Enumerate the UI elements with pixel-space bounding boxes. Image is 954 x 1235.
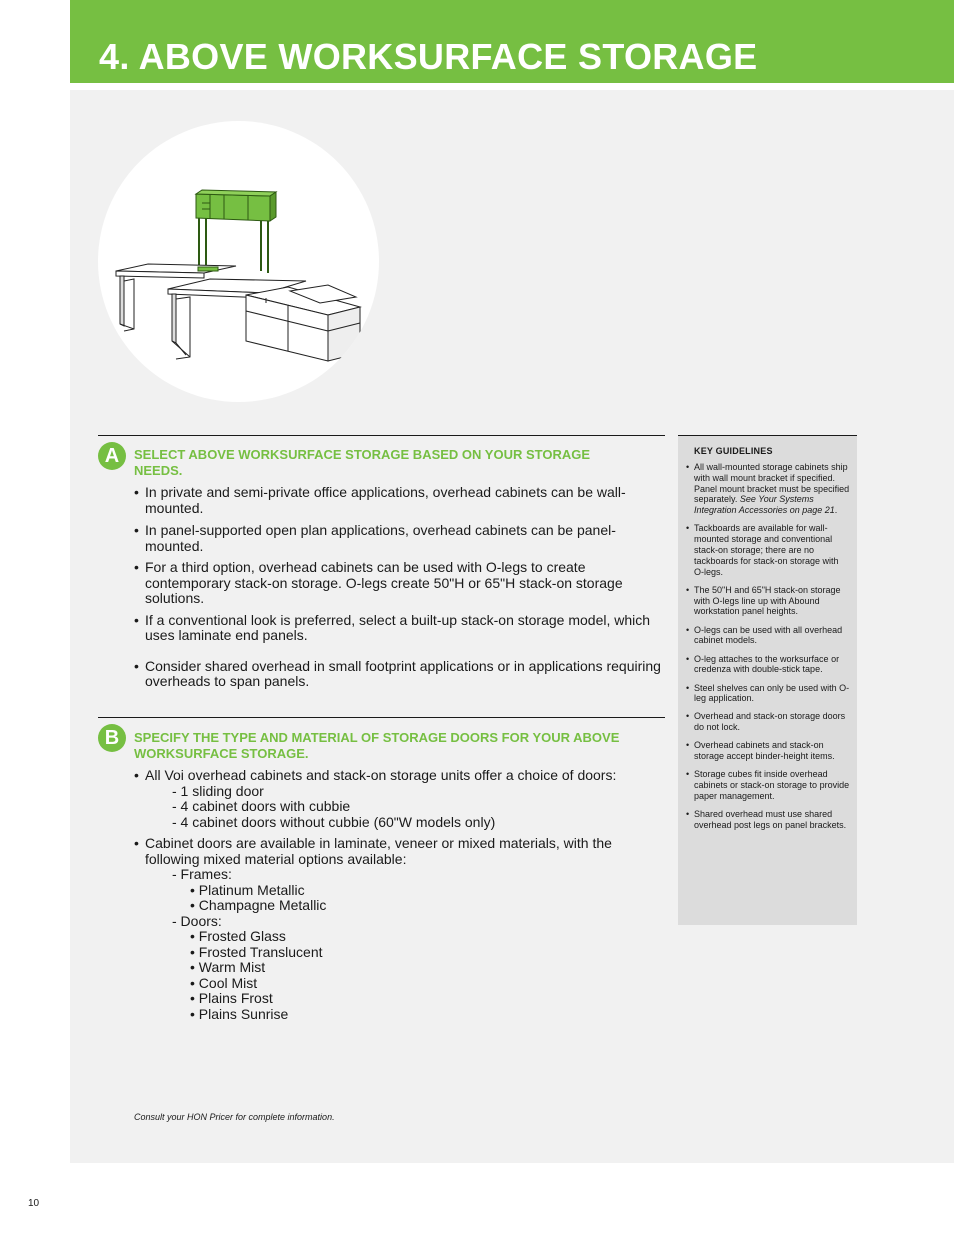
list-item: • Consider shared overhead in small footprint applications or in applications requiring overheads to span panels. bbox=[134, 659, 665, 690]
header-bar bbox=[70, 0, 954, 83]
doors-label: - Doors: bbox=[172, 912, 222, 929]
guideline-item: • O-leg attaches to the worksurface or credenza with double-stick tape. bbox=[686, 654, 851, 676]
door-option: - 4 cabinet doors without cubbie (60"W models only) bbox=[172, 813, 496, 830]
door-material: • Frosted Translucent bbox=[134, 945, 665, 961]
guideline-text-end: . bbox=[834, 505, 838, 516]
list-item: • Cabinet doors are available in laminate, veneer or mixed materials, with the following mixed material options available: bbox=[134, 836, 665, 867]
list-item: • In private and semi-private office applications, overhead cabinets can be wall-mounted. bbox=[134, 485, 665, 516]
guideline-text: All wall-mounted storage cabinets ship with wall mount bracket if specified. Panel mount bracket must be specified separately. bbox=[694, 462, 850, 505]
desk-storage-illustration-icon bbox=[98, 121, 379, 402]
content-panel bbox=[70, 90, 954, 1163]
door-option: - 4 cabinet doors with cubbie bbox=[172, 798, 351, 814]
list-item: • In panel-supported open plan applications, overhead cabinets can be panel-mounted. bbox=[134, 523, 665, 554]
section-a bbox=[98, 435, 665, 705]
guideline-item: • O-legs can be used with all overhead cabinet models. bbox=[686, 625, 851, 647]
section-b bbox=[98, 717, 665, 1047]
section-a-divider bbox=[98, 435, 665, 436]
guideline-item bbox=[686, 462, 851, 516]
section-a-bullets bbox=[134, 485, 665, 690]
door-material: • Plains Sunrise bbox=[134, 1007, 665, 1023]
door-material: • Warm Mist bbox=[134, 960, 665, 976]
list-item: • For a third option, overhead cabinets can be used with O-legs to create contemporary stack-on storage. O-legs create 50"H or 65"H stack-on storage solutions. bbox=[134, 560, 665, 607]
guideline-item: • Overhead cabinets and stack-on storage accept binder-height items. bbox=[686, 740, 851, 762]
guideline-item: • The 50"H and 65"H stack-on storage with O-legs line up with Abound workstation panel heights. bbox=[686, 585, 851, 617]
list-item: • If a conventional look is preferred, select a built-up stack-on storage model, which uses laminate end panels. bbox=[134, 613, 665, 644]
footnote: Consult your HON Pricer for complete information. bbox=[134, 1112, 335, 1122]
page-title: 4. ABOVE WORKSURFACE STORAGE bbox=[99, 36, 758, 77]
section-a-badge: A bbox=[98, 442, 126, 470]
section-a-heading: SELECT ABOVE WORKSURFACE STORAGE BASED ON YOUR STORAGE NEEDS. bbox=[134, 447, 591, 478]
guideline-item: • Storage cubes fit inside overhead cabinets or stack-on storage to provide paper management. bbox=[686, 769, 851, 801]
frame-option: • Champagne Metallic bbox=[134, 898, 665, 914]
door-material: • Frosted Glass bbox=[134, 929, 665, 945]
guidelines-list bbox=[686, 462, 851, 838]
door-option: - 1 sliding door bbox=[172, 782, 264, 799]
guidelines-title: KEY GUIDELINES bbox=[694, 446, 773, 456]
door-material: • Plains Frost bbox=[134, 991, 665, 1007]
list-item: • All Voi overhead cabinets and stack-on storage units offer a choice of doors: bbox=[134, 768, 665, 784]
door-material: • Cool Mist bbox=[134, 976, 665, 992]
guideline-item: • Steel shelves can only be used with O-leg application. bbox=[686, 683, 851, 705]
guideline-item: • Tackboards are available for wall-mounted storage and conventional stack-on storage; there are no tackboards for stack-on storage with O-legs. bbox=[686, 523, 851, 577]
section-b-divider bbox=[98, 717, 665, 718]
section-b-heading: SPECIFY THE TYPE AND MATERIAL OF STORAGE DOORS FOR YOUR ABOVE WORKSURFACE STORAGE. bbox=[134, 730, 620, 761]
key-guidelines-box bbox=[678, 435, 857, 925]
section-b-bullets bbox=[134, 768, 665, 1022]
frames-label: - Frames: bbox=[172, 866, 232, 882]
frame-option: • Platinum Metallic bbox=[134, 883, 665, 899]
section-b-badge: B bbox=[98, 724, 126, 752]
guideline-reference: See Your Systems Integration Accessories on page 21 bbox=[694, 494, 835, 516]
guideline-item: • Shared overhead must use shared overhead post legs on panel brackets. bbox=[686, 809, 851, 831]
product-illustration bbox=[98, 121, 379, 402]
guideline-item: • Overhead and stack-on storage doors do not lock. bbox=[686, 711, 851, 733]
page-number: 10 bbox=[28, 1198, 40, 1209]
